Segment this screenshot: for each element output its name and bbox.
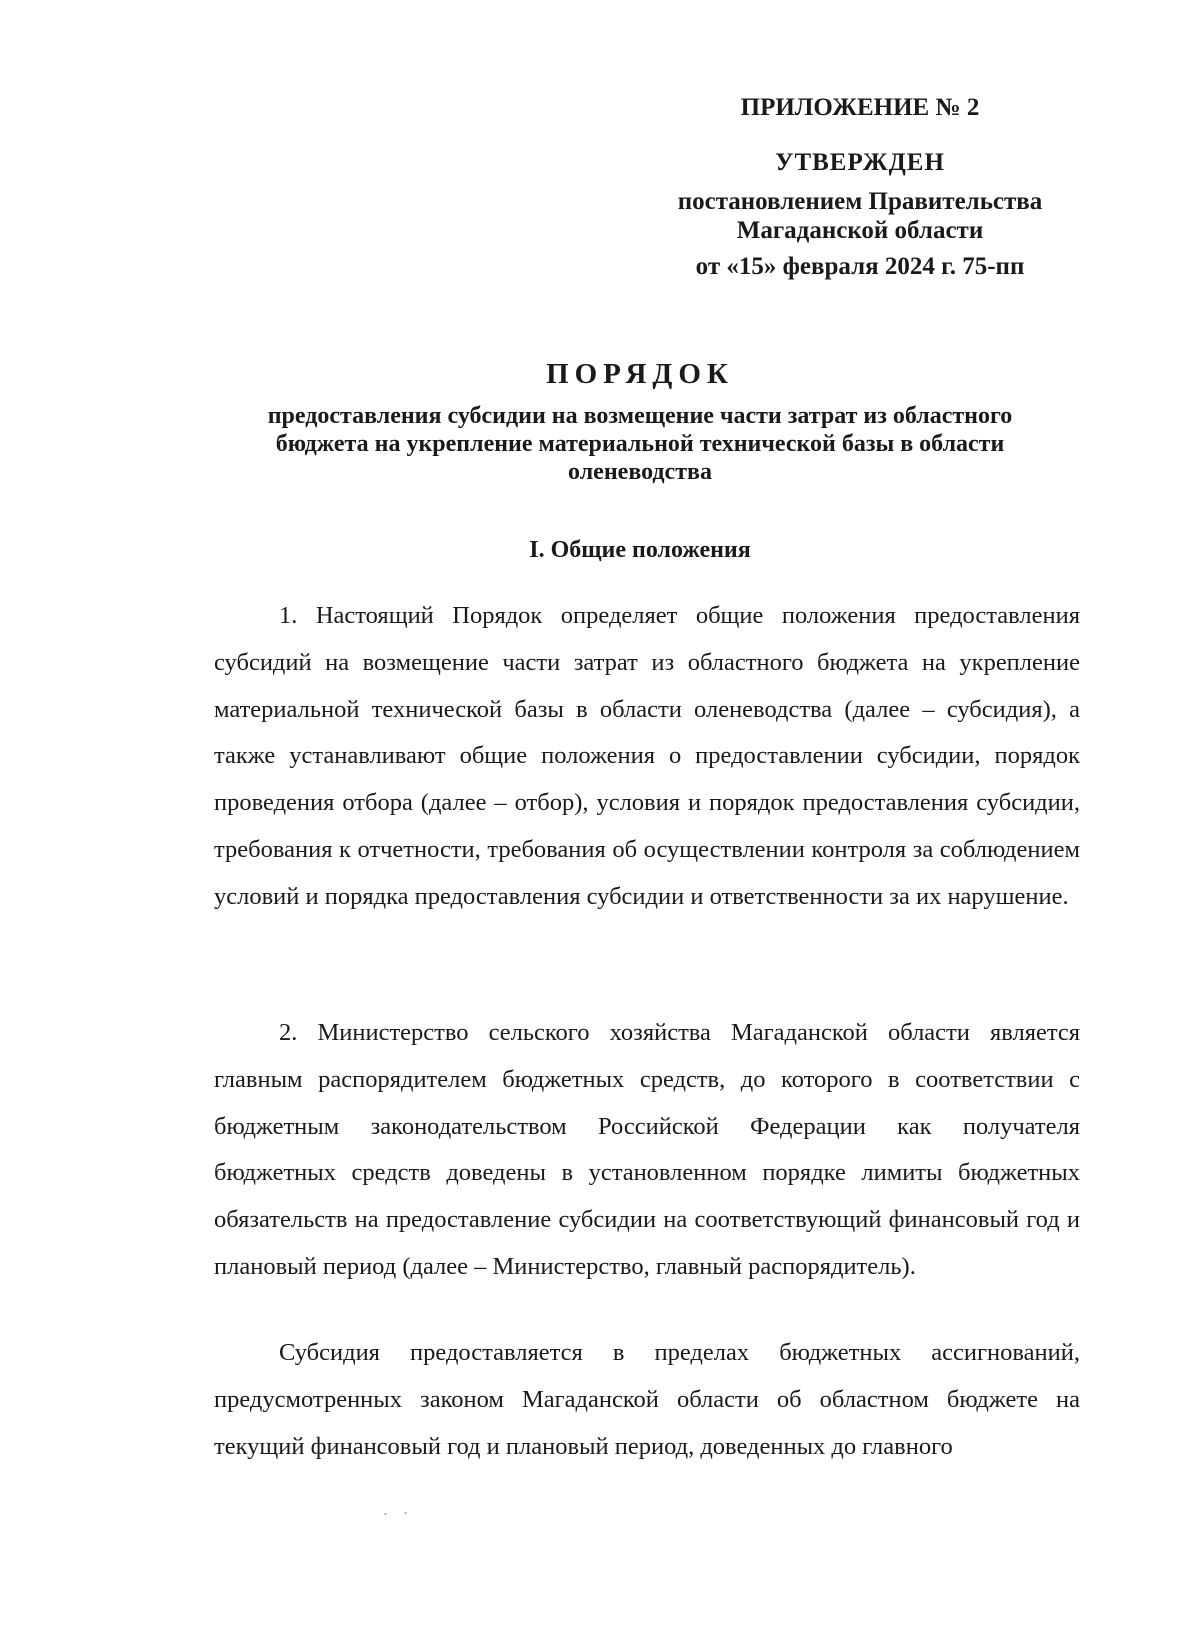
paragraph-3: [214, 1330, 1080, 1470]
document-title: ПОРЯДОК: [546, 358, 734, 390]
approved-by-line2: Магаданской области: [736, 217, 984, 244]
section-heading: I. Общие положения: [529, 537, 751, 563]
subtitle-line3: оленеводства: [568, 459, 712, 485]
appendix-label: ПРИЛОЖЕНИЕ № 2: [740, 94, 980, 121]
subtitle-line2: бюджета на укрепление материальной технической базы в области: [275, 431, 1005, 457]
paragraph-2: [214, 1010, 1080, 1291]
document-subtitle: [200, 402, 1080, 486]
subtitle-line1: предоставления субсидии на возмещение части затрат из областного: [267, 403, 1013, 429]
scan-speck: [404, 1512, 407, 1514]
paragraph-2-text: 2. Министерство сельского хозяйства Магаданской области является главным распорядителем бюджетных средств, до которого в соответствии с бюджетным законодательством Российской Федерации как получателя бюджетных средств доведены в установленном порядке лимиты бюджетных обязательств на предоставление субсидии на соответствующий финансовый год и плановый период (далее – Министерство, главный распорядитель).: [214, 1019, 1080, 1280]
approved-by: [640, 187, 1080, 245]
paragraph-3-text: Субсидия предоставляется в пределах бюджетных ассигнований, предусмотренных законом Магаданской области об областном бюджете на текущий финансовый год и плановый период, доведенных до главного: [214, 1339, 1080, 1460]
approved-by-line1: постановлением Правительства: [677, 188, 1043, 215]
scan-speck: [384, 1513, 387, 1515]
approval-date: от «15» февраля 2024 г. 75-пп: [695, 253, 1025, 280]
paragraph-1-text: 1. Настоящий Порядок определяет общие положения предоставления субсидий на возмещение части затрат из областного бюджета на укрепление материальной технической базы в области оленеводства (далее – субсидия), а также устанавливают общие положения о предоставлении субсидии, порядок проведения отбора (далее – отбор), условия и порядок предоставления субсидии, требования к отчетности, требования об осуществлении контроля за соблюдением условий и порядка предоставления субсидии и ответственности за их нарушение.: [214, 602, 1080, 910]
approved-label: УТВЕРЖДЕН: [775, 149, 945, 176]
paragraph-1: [214, 593, 1080, 921]
